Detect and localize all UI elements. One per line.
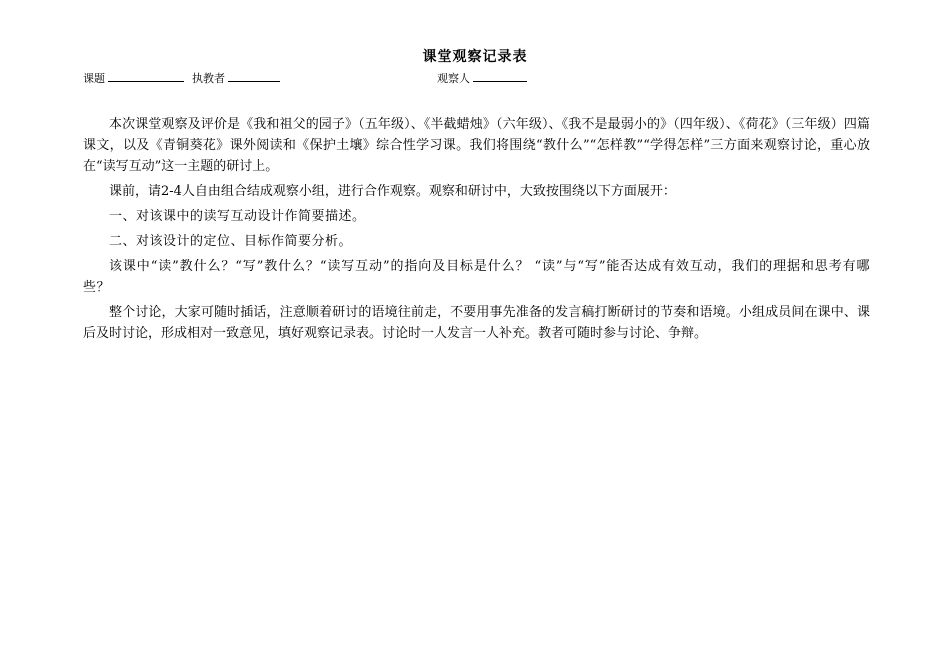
topic-label: 课题 bbox=[83, 72, 105, 85]
paragraph-item-two: 二、对该设计的定位、目标作简要分析。 bbox=[109, 234, 353, 249]
paragraph-item-one: 一、对该课中的读写互动设计作简要描述。 bbox=[109, 209, 366, 224]
teacher-label: 执教者 bbox=[192, 72, 225, 85]
paragraph-questions: 该课中“读”教什么？“写”教什么？“读写互动”的指向及目标是什么？ “读”与“写”能否达成有效互动，我们的理据和思考有哪些？ bbox=[83, 259, 870, 295]
teacher-field bbox=[192, 70, 280, 86]
document-body bbox=[83, 114, 870, 348]
paragraph-discussion: 整个讨论，大家可随时插话，注意顺着研讨的语境往前走，不要用事先准备的发言稿打断研讨的节奏和语境。小组成员间在课中、课后及时讨论，形成相对一致意见，填好观察记录表。讨论时一人发言一人补充。教者可随时参与讨论、争辩。 bbox=[83, 305, 870, 341]
topic-field bbox=[83, 70, 184, 86]
topic-blank bbox=[108, 71, 184, 82]
document-title: 课堂观察记录表 bbox=[422, 49, 528, 65]
paragraph-intro: 本次课堂观察及评价是《我和祖父的园子》（五年级）、《半截蜡烛》（六年级）、《我不是最弱小的》（四年级）、《荷花》（三年级）四篇课文，以及《青铜葵花》课外阅读和《保护土壤》综合性学习课。我们将围绕“教什么”“怎样教”“学得怎样”三方面来观察讨论，重心放在“读写互动”这一主题的研讨上。 bbox=[83, 117, 870, 174]
observer-field bbox=[437, 70, 527, 86]
observer-blank bbox=[473, 71, 527, 82]
paragraph-grouping: 课前，请2-4人自由组合结成观察小组，进行合作观察。观察和研讨中，大致按围绕以下方面展开： bbox=[109, 184, 676, 199]
observer-label: 观察人 bbox=[437, 72, 470, 85]
teacher-blank bbox=[228, 71, 280, 82]
